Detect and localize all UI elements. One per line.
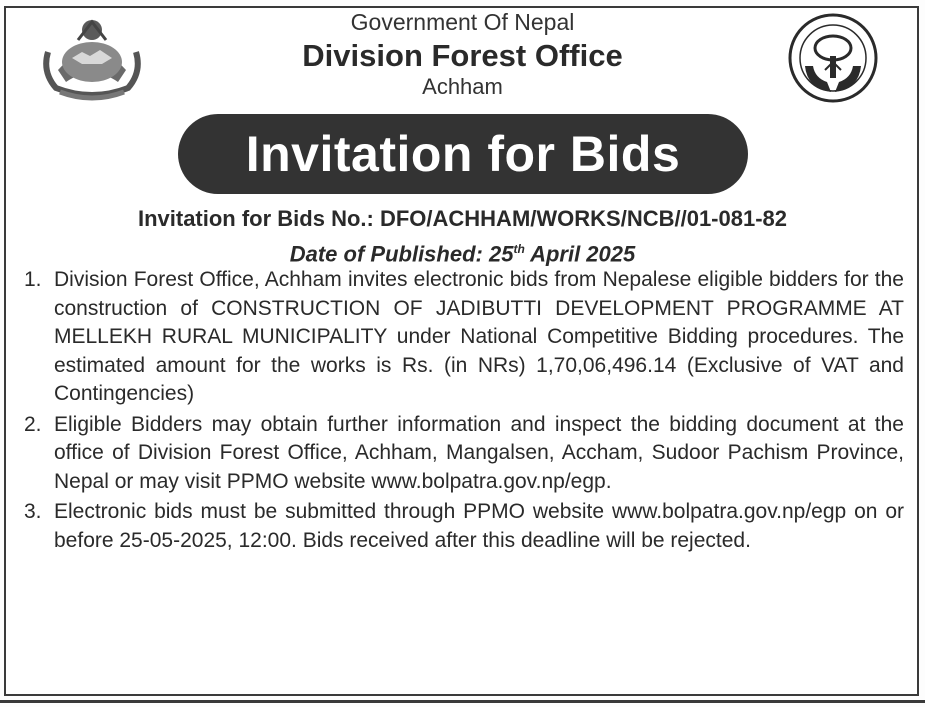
- notice-header: [0, 8, 925, 100]
- item-text: Division Forest Office, Achham invites electronic bids from Nepalese eligible bidders for the construction of CONSTRUCTION OF JADIBUTTI DEVELOPMENT PROGRAMME AT MELLEKH RURAL MUNICIPALITY under National Competitive Bidding procedures. The estimated amount for the works is Rs. (in NRs) 1,70,06,496.14 (Exclusive of VAT and Contingencies): [54, 268, 904, 405]
- bid-number: Invitation for Bids No.: DFO/ACHHAM/WORKS/NCB//01-081-82: [137, 206, 788, 231]
- publication-date-prefix: Date of Published: 25: [289, 241, 514, 267]
- district-name: Achham: [422, 74, 503, 99]
- notice-title: Invitation for Bids: [245, 126, 681, 182]
- government-name: Government Of Nepal: [350, 9, 575, 35]
- notice-item: [24, 266, 904, 409]
- item-number: 2.: [24, 412, 42, 436]
- item-number: 3.: [24, 500, 42, 523]
- publication-date-suffix: April 2025: [524, 241, 636, 267]
- item-text: Electronic bids must be submitted through PPMO website www.bolpatra.gov.np/egp on or before 25-05-2025, 12:00. Bids received after this deadline will be rejected.: [54, 500, 904, 552]
- notice-item: [24, 411, 904, 497]
- item-number: 1.: [24, 268, 42, 291]
- item-text: Eligible Bidders may obtain further information and inspect the bidding document at the office of Division Forest Office, Achham, Mangalsen, Accham, Sudoor Pachism Province, Nepal or may visit PPMO website www.bolpatra.gov.np/egp.: [54, 412, 904, 493]
- notice-title-banner: [178, 114, 748, 194]
- publication-date-ordinal: th: [513, 242, 525, 256]
- bottom-divider: [0, 700, 925, 703]
- office-name: Division Forest Office: [302, 38, 623, 73]
- notice-items: [24, 266, 904, 557]
- notice-item: [24, 498, 904, 555]
- publication-date: [0, 235, 925, 268]
